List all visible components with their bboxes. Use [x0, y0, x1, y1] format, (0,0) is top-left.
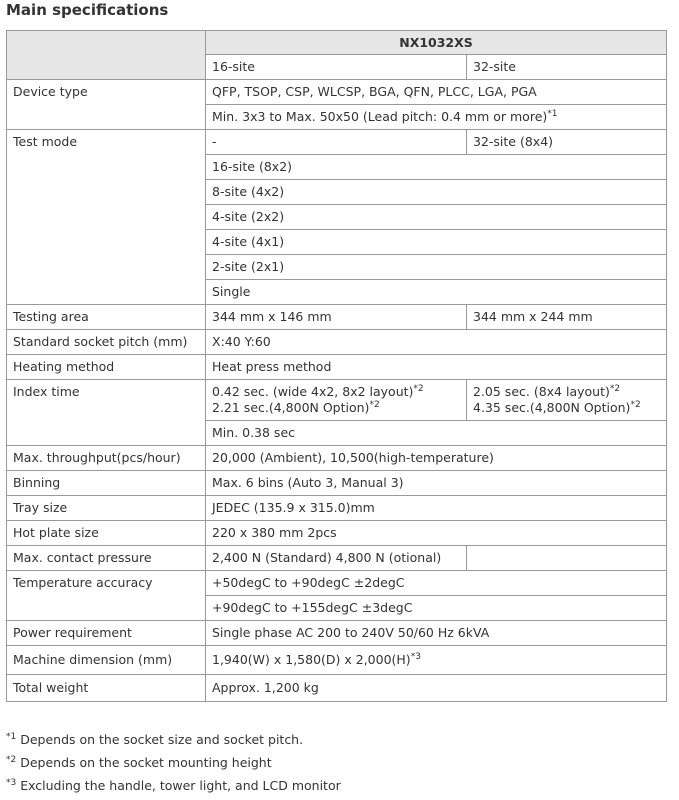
testing-area-32-site: 344 mm x 244 mm — [467, 305, 667, 330]
table-row — [7, 31, 667, 55]
footnote — [6, 728, 341, 751]
footnote — [6, 774, 341, 797]
table-row — [7, 621, 667, 646]
device-type-size-text: Min. 3x3 to Max. 50x50 (Lead pitch: 0.4 mm or more) — [212, 109, 548, 124]
index-time-32-site — [467, 380, 667, 421]
socket-pitch-value: X:40 Y:60 — [206, 330, 667, 355]
footnote-mark: *2 — [6, 755, 17, 765]
row-label-socket-pitch: Standard socket pitch (mm) — [7, 330, 206, 355]
column-16-site: 16-site — [206, 55, 467, 80]
table-row — [7, 496, 667, 521]
table-row — [7, 521, 667, 546]
tray-size-value: JEDEC (135.9 x 315.0)mm — [206, 496, 667, 521]
table-row — [7, 546, 667, 571]
row-label-hot-plate: Hot plate size — [7, 521, 206, 546]
test-mode-value: 8-site (4x2) — [206, 180, 667, 205]
index-time-text: 2.21 sec.(4,800N Option) — [212, 400, 370, 415]
temperature-value: +50degC to +90degC ±2degC — [206, 571, 667, 596]
row-label-dimension: Machine dimension (mm) — [7, 646, 206, 675]
table-row — [7, 446, 667, 471]
contact-pressure-empty — [467, 546, 667, 571]
table-row — [7, 675, 667, 702]
row-label-throughput: Max. throughput(pcs/hour) — [7, 446, 206, 471]
temperature-value: +90degC to +155degC ±3degC — [206, 596, 667, 621]
test-mode-value: Single — [206, 280, 667, 305]
table-row — [7, 646, 667, 675]
table-row — [7, 305, 667, 330]
test-mode-value: 16-site (8x2) — [206, 155, 667, 180]
footnotes — [6, 728, 341, 797]
row-label-tray-size: Tray size — [7, 496, 206, 521]
heating-value: Heat press method — [206, 355, 667, 380]
binning-value: Max. 6 bins (Auto 3, Manual 3) — [206, 471, 667, 496]
table-row — [7, 80, 667, 105]
row-label-contact-pressure: Max. contact pressure — [7, 546, 206, 571]
page-title: Main specifications — [6, 1, 169, 19]
index-time-text: 4.35 sec.(4,800N Option) — [473, 400, 631, 415]
table-row — [7, 571, 667, 596]
index-time-text: 2.05 sec. (8x4 layout) — [473, 384, 610, 399]
device-type-packages: QFP, TSOP, CSP, WLCSP, BGA, QFN, PLCC, LGA, PGA — [206, 80, 667, 105]
device-type-size — [206, 105, 667, 130]
footnote-mark: *1 — [547, 109, 558, 119]
footnote-mark: *2 — [609, 384, 621, 394]
row-label-power: Power requirement — [7, 621, 206, 646]
row-label-weight: Total weight — [7, 675, 206, 702]
test-mode-value: 4-site (4x1) — [206, 230, 667, 255]
row-label-heating: Heating method — [7, 355, 206, 380]
throughput-value: 20,000 (Ambient), 10,500(high-temperature) — [206, 446, 667, 471]
contact-pressure-value: 2,400 N (Standard) 4,800 N (otional) — [206, 546, 467, 571]
model-name: NX1032XS — [206, 31, 667, 55]
row-label-test-mode: Test mode — [7, 130, 206, 305]
table-row — [7, 130, 667, 155]
spec-table — [6, 30, 667, 702]
dimension-text: 1,940(W) x 1,580(D) x 2,000(H) — [212, 652, 411, 667]
test-mode-value: 4-site (2x2) — [206, 205, 667, 230]
footnote-mark: *3 — [410, 652, 421, 662]
footnote-mark: *1 — [6, 732, 17, 742]
row-label-device-type: Device type — [7, 80, 206, 130]
index-time-text: 0.42 sec. (wide 4x2, 8x2 layout) — [212, 384, 414, 399]
test-mode-value: 2-site (2x1) — [206, 255, 667, 280]
footnote-text: Depends on the socket size and socket pitch. — [16, 732, 304, 747]
footnote-mark: *2 — [369, 400, 380, 410]
footnote-mark: *2 — [630, 400, 641, 410]
row-label-binning: Binning — [7, 471, 206, 496]
power-value: Single phase AC 200 to 240V 50/60 Hz 6kVA — [206, 621, 667, 646]
row-label-index-time: Index time — [7, 380, 206, 446]
index-time-16-site — [206, 380, 467, 421]
row-label-testing-area: Testing area — [7, 305, 206, 330]
row-label-temperature: Temperature accuracy — [7, 571, 206, 621]
index-time-min: Min. 0.38 sec — [206, 421, 667, 446]
header-blank-cell — [7, 31, 206, 80]
table-row — [7, 380, 667, 421]
test-mode-16-site-0: - — [206, 130, 467, 155]
hot-plate-value: 220 x 380 mm 2pcs — [206, 521, 667, 546]
footnote-mark: *3 — [6, 778, 17, 788]
testing-area-16-site: 344 mm x 146 mm — [206, 305, 467, 330]
footnote-mark: *2 — [413, 384, 424, 394]
footnote-text: Excluding the handle, tower light, and LCD monitor — [16, 778, 341, 793]
table-row — [7, 471, 667, 496]
dimension-value — [206, 646, 667, 675]
table-row — [7, 355, 667, 380]
weight-value: Approx. 1,200 kg — [206, 675, 667, 702]
table-row — [7, 330, 667, 355]
footnote-text: Depends on the socket mounting height — [16, 755, 272, 770]
test-mode-32-site-0: 32-site (8x4) — [467, 130, 667, 155]
column-32-site: 32-site — [467, 55, 667, 80]
footnote — [6, 751, 341, 774]
